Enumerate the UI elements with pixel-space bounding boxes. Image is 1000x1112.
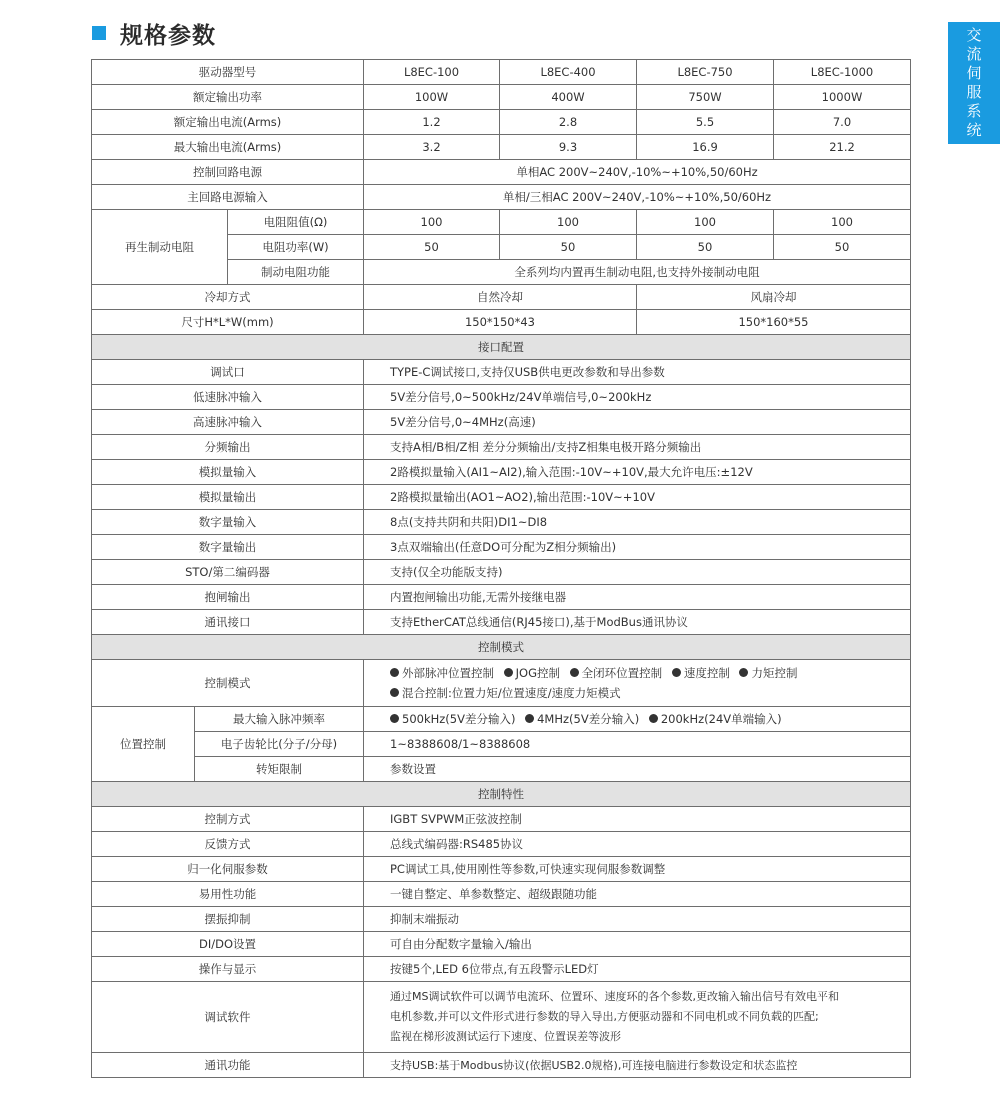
side-tab-char: 统 (966, 121, 982, 139)
value-cell: 100 (500, 210, 637, 235)
table-row (92, 1053, 911, 1078)
mode-item (570, 666, 663, 680)
model-cell: L8EC-750 (637, 60, 774, 85)
row-label: 易用性功能 (92, 882, 364, 907)
software-line: 通过MS调试软件可以调节电流环、位置环、速度环的各个参数,更改输入输出信号有效电平和 (390, 990, 839, 1003)
value-cell: 8点(支持共阴和共阳)DI1~DI8 (364, 510, 911, 535)
row-label: 归一化伺服参数 (92, 857, 364, 882)
row-label: 控制方式 (92, 807, 364, 832)
software-line: 监视在梯形波测试运行下速度、位置误差等波形 (390, 1030, 621, 1043)
row-label: 尺寸H*L*W(mm) (92, 310, 364, 335)
row-label: 高速脉冲输入 (92, 410, 364, 435)
value-cell: 100W (364, 85, 500, 110)
value-cell: 内置抱闸输出功能,无需外接继电器 (364, 585, 911, 610)
value-cell: 支持EtherCAT总线通信(RJ45接口),基于ModBus通讯协议 (364, 610, 911, 635)
table-row (92, 932, 911, 957)
value-cell: 150*150*43 (364, 310, 637, 335)
value-cell: 总线式编码器:RS485协议 (364, 832, 911, 857)
table-row (92, 85, 911, 110)
table-row (92, 807, 911, 832)
table-row (92, 707, 911, 732)
table-row (92, 857, 911, 882)
value-cell: 50 (637, 235, 774, 260)
mode-item (504, 666, 560, 680)
bullet-icon (570, 668, 579, 677)
table-row (92, 660, 911, 707)
table-row (92, 610, 911, 635)
row-label: 通讯功能 (92, 1053, 364, 1078)
software-line: 电机参数,并可以文件形式进行参数的导入导出,方便驱动器和不同电机或不同负载的匹配; (390, 1010, 819, 1023)
section-header-row (92, 782, 911, 807)
table-row (92, 110, 911, 135)
value-cell: 全系列均内置再生制动电阻,也支持外接制动电阻 (364, 260, 911, 285)
bullet-icon (525, 714, 534, 723)
value-cell: 400W (500, 85, 637, 110)
table-row (92, 310, 911, 335)
table-row (92, 957, 911, 982)
table-row (92, 185, 911, 210)
value-cell: 单相AC 200V~240V,-10%~+10%,50/60Hz (364, 160, 911, 185)
mode-text: 外部脉冲位置控制 (402, 666, 494, 680)
page-title (92, 18, 216, 48)
bullet-icon (504, 668, 513, 677)
row-label: 电子齿轮比(分子/分母) (195, 732, 364, 757)
row-label: 最大输出电流(Arms) (92, 135, 364, 160)
value-cell: 5.5 (637, 110, 774, 135)
value-cell: 参数设置 (364, 757, 911, 782)
row-label: 低速脉冲输入 (92, 385, 364, 410)
table-row (92, 160, 911, 185)
row-label: 通讯接口 (92, 610, 364, 635)
row-label: DI/DO设置 (92, 932, 364, 957)
table-row (92, 285, 911, 310)
control-mode-line (390, 683, 904, 703)
mode-text: 混合控制:位置力矩/位置速度/速度力矩模式 (402, 686, 621, 700)
value-cell: 100 (364, 210, 500, 235)
table-row (92, 60, 911, 85)
bullet-icon (672, 668, 681, 677)
side-tab-char: 服 (966, 83, 982, 101)
freq-item (390, 712, 515, 726)
value-cell: 2.8 (500, 110, 637, 135)
value-cell: 3点双端输出(任意DO可分配为Z相分频输出) (364, 535, 911, 560)
value-cell: 100 (637, 210, 774, 235)
value-cell: 抑制末端振动 (364, 907, 911, 932)
freq-text: 500kHz(5V差分输入) (402, 712, 516, 726)
table-row (92, 585, 911, 610)
row-label: 调试软件 (92, 982, 364, 1053)
row-label: 数字量输入 (92, 510, 364, 535)
row-label: 抱闸输出 (92, 585, 364, 610)
value-cell: 150*160*55 (637, 310, 911, 335)
side-tab-char: 伺 (966, 64, 982, 82)
value-cell: 2路模拟量输出(AO1~AO2),输出范围:-10V~+10V (364, 485, 911, 510)
value-cell: 7.0 (774, 110, 911, 135)
row-label: 调试口 (92, 360, 364, 385)
table-row (92, 460, 911, 485)
table-row (92, 485, 911, 510)
row-label: 额定输出电流(Arms) (92, 110, 364, 135)
freq-text: 4MHz(5V差分输入) (537, 712, 640, 726)
value-cell: 5V差分信号,0~500kHz/24V单端信号,0~200kHz (364, 385, 911, 410)
group-label: 位置控制 (92, 707, 195, 782)
row-label: 制动电阻功能 (228, 260, 364, 285)
value-cell: 50 (500, 235, 637, 260)
section-header-row (92, 635, 911, 660)
table-row (92, 907, 911, 932)
table-row (92, 882, 911, 907)
title-square-icon (92, 26, 106, 40)
row-label: 模拟量输出 (92, 485, 364, 510)
value-cell (364, 982, 911, 1053)
mode-item (390, 666, 494, 680)
control-mode-line (390, 663, 904, 683)
row-label: 操作与显示 (92, 957, 364, 982)
table-row (92, 732, 911, 757)
table-row (92, 832, 911, 857)
row-label: 转矩限制 (195, 757, 364, 782)
table-row (92, 385, 911, 410)
mode-item (390, 686, 621, 700)
row-label: 控制回路电源 (92, 160, 364, 185)
mode-item (672, 666, 730, 680)
model-cell: L8EC-100 (364, 60, 500, 85)
value-cell: 50 (774, 235, 911, 260)
row-label: 模拟量输入 (92, 460, 364, 485)
row-label: 分频输出 (92, 435, 364, 460)
row-label: 反馈方式 (92, 832, 364, 857)
value-cell: 100 (774, 210, 911, 235)
value-cell: 750W (637, 85, 774, 110)
bullet-icon (649, 714, 658, 723)
value-cell: 9.3 (500, 135, 637, 160)
group-label: 再生制动电阻 (92, 210, 228, 285)
mode-text: JOG控制 (515, 666, 561, 680)
table-row (92, 560, 911, 585)
row-label: 电阻阻值(Ω) (228, 210, 364, 235)
row-label: 额定输出功率 (92, 85, 364, 110)
table-row (92, 360, 911, 385)
row-label: 电阻功率(W) (228, 235, 364, 260)
side-tab-char: 系 (966, 102, 982, 120)
table-row (92, 982, 911, 1053)
freq-text: 200kHz(24V单端输入) (660, 712, 782, 726)
row-label: 数字量输出 (92, 535, 364, 560)
freq-item (649, 712, 782, 726)
spec-table (91, 59, 911, 1078)
table-row (92, 757, 911, 782)
table-row (92, 410, 911, 435)
model-cell: L8EC-400 (500, 60, 637, 85)
value-cell: 风扇冷却 (637, 285, 911, 310)
value-cell: 按键5个,LED 6位带点,有五段警示LED灯 (364, 957, 911, 982)
row-label: 控制模式 (92, 660, 364, 707)
value-cell (364, 660, 911, 707)
value-cell: 1000W (774, 85, 911, 110)
section-header-row (92, 335, 911, 360)
value-cell: 5V差分信号,0~4MHz(高速) (364, 410, 911, 435)
mode-text: 力矩控制 (751, 666, 798, 680)
page-title-text: 规格参数 (120, 22, 216, 49)
table-row (92, 510, 911, 535)
table-row (92, 135, 911, 160)
table-row (92, 210, 911, 235)
mode-text: 速度控制 (683, 666, 730, 680)
table-row (92, 535, 911, 560)
value-cell: 3.2 (364, 135, 500, 160)
mode-item (739, 666, 797, 680)
section-header: 接口配置 (92, 335, 911, 360)
value-cell: IGBT SVPWM正弦波控制 (364, 807, 911, 832)
value-cell: 2路模拟量输入(AI1~AI2),输入范围:-10V~+10V,最大允许电压:±12V (364, 460, 911, 485)
value-cell: 支持USB:基于Modbus协议(依据USB2.0规格),可连接电脑进行参数设定和状态监控 (364, 1053, 911, 1078)
value-cell: 可自由分配数字量输入/输出 (364, 932, 911, 957)
model-cell: L8EC-1000 (774, 60, 911, 85)
row-label: 主回路电源输入 (92, 185, 364, 210)
mode-text: 全闭环位置控制 (581, 666, 663, 680)
value-cell: 1~8388608/1~8388608 (364, 732, 911, 757)
value-cell: 一键自整定、单参数整定、超级跟随功能 (364, 882, 911, 907)
value-cell (364, 707, 911, 732)
value-cell: 单相/三相AC 200V~240V,-10%~+10%,50/60Hz (364, 185, 911, 210)
side-tab-char: 流 (966, 45, 982, 63)
side-tab-char: 交 (966, 26, 982, 44)
row-label: STO/第二编码器 (92, 560, 364, 585)
value-cell: 21.2 (774, 135, 911, 160)
table-row (92, 435, 911, 460)
value-cell: 16.9 (637, 135, 774, 160)
value-cell: 支持(仅全功能版支持) (364, 560, 911, 585)
value-cell: 50 (364, 235, 500, 260)
bullet-icon (390, 688, 399, 697)
value-cell: 自然冷却 (364, 285, 637, 310)
row-label: 冷却方式 (92, 285, 364, 310)
freq-item (525, 712, 639, 726)
row-label: 驱动器型号 (92, 60, 364, 85)
row-label: 最大输入脉冲频率 (195, 707, 364, 732)
value-cell: PC调试工具,使用刚性等参数,可快速实现伺服参数调整 (364, 857, 911, 882)
bullet-icon (390, 668, 399, 677)
section-header: 控制特性 (92, 782, 911, 807)
bullet-icon (390, 714, 399, 723)
value-cell: 支持A相/B相/Z相 差分分频输出/支持Z相集电极开路分频输出 (364, 435, 911, 460)
bullet-icon (739, 668, 748, 677)
row-label: 摆振抑制 (92, 907, 364, 932)
side-tab-ac-servo[interactable] (948, 22, 1000, 144)
value-cell: TYPE-C调试接口,支持仅USB供电更改参数和导出参数 (364, 360, 911, 385)
value-cell: 1.2 (364, 110, 500, 135)
section-header: 控制模式 (92, 635, 911, 660)
